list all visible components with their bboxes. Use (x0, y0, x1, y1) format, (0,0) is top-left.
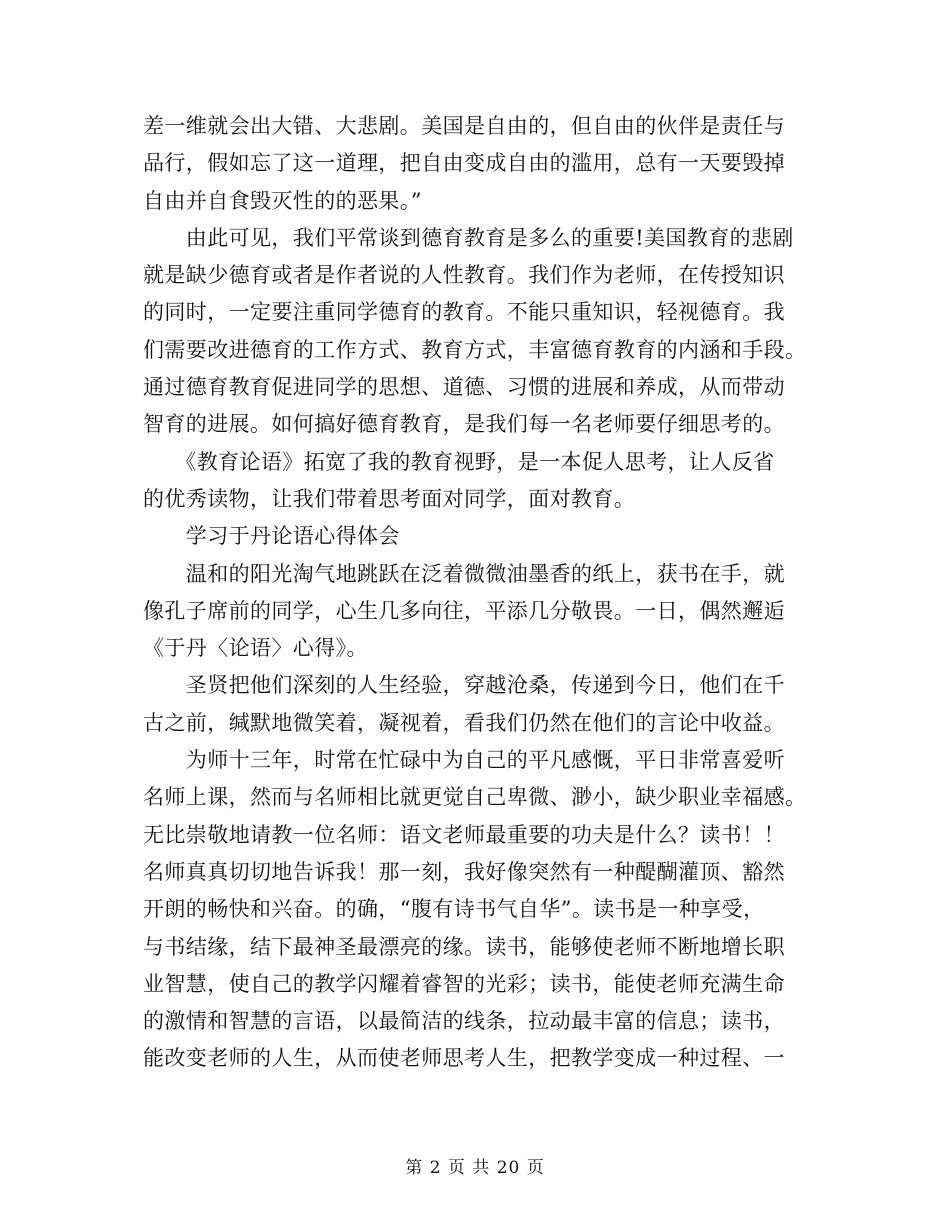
text-line: 的激情和智慧的言语，以最简洁的线条，拉动最丰富的信息；读书， (143, 1009, 785, 1034)
text-line: 通过德育教育促进同学的思想、道德、习惯的进展和养成，从而带动 (143, 375, 785, 400)
text-line: 无比崇敬地请教一位名师：语文老师最重要的功夫是什么？读书！！ (143, 822, 785, 847)
text-line: 差一维就会出大错、大悲剧。美国是自由的，但自由的伙伴是责任与 (143, 114, 785, 138)
text-line: 业智慧，使自己的教学闪耀着睿智的光彩；读书，能使老师充满生命 (143, 971, 785, 996)
text-line: 圣贤把他们深刻的人生经验，穿越沧桑，传递到今日，他们在千 (143, 673, 785, 698)
text-line: 智育的进展。如何搞好德育教育，是我们每一名老师要仔细思考的。 (143, 412, 785, 437)
text-line: 古之前，缄默地微笑着，凝视着，看我们仍然在他们的言论中收益。 (143, 710, 785, 735)
text-line: 名师上课，然而与名师相比就更觉自己卑微、渺小，缺少职业幸福感。 (143, 785, 807, 810)
text-line: 能改变老师的人生，从而使老师思考人生，把教学变成一种过程、一 (143, 1046, 785, 1071)
section-heading: 学习于丹论语心得体会 (143, 524, 400, 549)
text-line: 品行，假如忘了这一道理，把自由变成自由的滥用，总有一天要毁掉 (143, 151, 785, 176)
text-line: 《于丹〈论语〉心得》。 (143, 636, 368, 661)
text-line: 与书结缘，结下最神圣最漂亮的缘。读书，能够使老师不断地增长职 (143, 934, 785, 959)
text-line: 就是缺少德育或者是作者说的人性教育。我们作为老师，在传授知识 (143, 263, 785, 288)
text-line: 像孔子席前的同学，心生几多向往，平添几分敬畏。一日，偶然邂逅 (143, 598, 785, 623)
text-line: 开朗的畅快和兴奋。的确，“腹有诗书气自华”。读书是一种享受， (143, 897, 765, 922)
text-line: 温和的阳光淘气地跳跃在泛着微微油墨香的纸上，获书在手，就 (143, 561, 785, 586)
text-line: 由此可见，我们平常谈到德育教育是多么的重要!美国教育的悲剧 (143, 225, 794, 250)
text-line: 自由并自食毁灭性的的恶果。” (143, 188, 422, 213)
text-line: 为师十三年，时常在忙碌中为自己的平凡感慨，平日非常喜爱听 (143, 748, 785, 773)
body-text (143, 108, 863, 1078)
page-footer: 第 2 页 共 20 页 (405, 1158, 545, 1178)
text-line: 的优秀读物，让我们带着思考面对同学，面对教育。 (143, 486, 636, 511)
text-line: 的同时，一定要注重同学德育的教育。不能只重知识，轻视德育。我 (143, 300, 785, 325)
text-line: 名师真真切切地告诉我！那一刻，我好像突然有一种醍醐灌顶、豁然 (143, 859, 785, 884)
text-line: 《教育论语》拓宽了我的教育视野，是一本促人思考，让人反省 (143, 449, 775, 474)
text-line: 们需要改进德育的工作方式、教育方式，丰富德育教育的内涵和手段。 (143, 337, 807, 362)
